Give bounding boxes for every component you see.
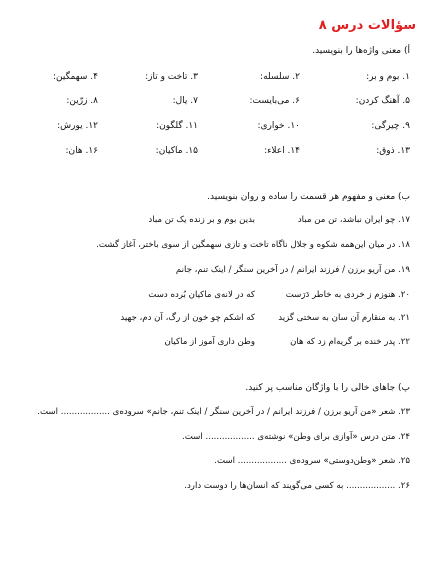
- question-18: ۱۸. در میان این‌همه شکوه و جلال ناگاه تاخت و تازی سهمگین از سوی باختر، آغاز گشت.: [96, 240, 410, 250]
- vocab-item: ۱۰. خواری:: [257, 121, 300, 131]
- section-p-heading: پ) جاهای خالی را با واژگان مناسب پر کنید.: [245, 383, 410, 393]
- question-25: ۲۵. شعر «وطن‌دوستی» سروده‌ی .................. است.: [214, 456, 410, 466]
- question-19: ۱۹. من آریو برزن / فرزند ایرانم / در آخرین سنگر / اینک تنم، جانم: [175, 265, 410, 275]
- question-23: ۲۳. شعر «من آریو برزن / فرزند ایرانم / در آخرین سنگر / اینک تنم، جانم» سروده‌ی .................. است.: [37, 407, 410, 417]
- question-20: [100, 290, 410, 304]
- verse-second-hemistich: بدین بوم و بر زنده یک تن مباد: [148, 215, 255, 225]
- vocab-item: ۱۴. اعلاء:: [264, 146, 300, 156]
- vocab-item: ۱۵. ماکیان:: [155, 146, 198, 156]
- verse-first-hemistich: ۲۰. هنوزم ز خردی به خاطر دَرَست: [285, 290, 410, 300]
- vocab-item: ۱۶. هان:: [65, 146, 98, 156]
- vocab-row-4: [40, 146, 410, 160]
- vocab-row-1: [40, 72, 410, 86]
- question-26: ۲۶. .................. به کسی می‌گویند که انسان‌ها را دوست دارد.: [184, 481, 410, 491]
- vocab-item: ۹. چیرگی:: [371, 121, 410, 131]
- question-24: ۲۴. متن درس «آوازی برای وطن» نوشته‌ی .................. است.: [181, 432, 410, 442]
- vocab-item: ۴. سهمگین:: [52, 72, 98, 82]
- vocab-item: ۲. سلسله:: [260, 72, 300, 82]
- page-title: سؤالات درس ۸: [318, 18, 416, 33]
- question-17: [100, 215, 410, 229]
- section-b-heading: ب) معنی و مفهوم هر قسمت را ساده و روان بنویسید.: [207, 192, 410, 202]
- vocab-item: ۱۲. یورش:: [57, 121, 98, 131]
- vocab-item: ۱۱. گلگون:: [156, 121, 198, 131]
- vocab-item: ۳. تاخت و تاز:: [145, 72, 198, 82]
- verse-second-hemistich: وطن داری آموز از ماکیان: [164, 337, 255, 347]
- verse-second-hemistich: که در لانه‌ی ماکیان بُرده دست: [148, 290, 255, 300]
- vocab-item: ۸. زرّین:: [66, 96, 98, 106]
- verse-first-hemistich: ۱۷. چو ایران نباشد، تن من مباد: [297, 215, 410, 225]
- question-22: [100, 337, 410, 351]
- section-a-heading: أ) معنی واژه‌ها را بنویسید.: [312, 46, 410, 56]
- vocab-item: ۷. یال:: [172, 96, 198, 106]
- vocab-row-2: [40, 96, 410, 110]
- question-21: [100, 313, 410, 327]
- vocab-item: ۶. می‌بایست:: [249, 96, 300, 106]
- verse-second-hemistich: که اشکم چو خون از رگ، آن دم، جهید: [120, 313, 255, 323]
- vocab-item: ۱. بوم و بر:: [366, 72, 410, 82]
- vocab-row-3: [40, 121, 410, 135]
- verse-first-hemistich: ۲۲. پدر خنده بر گریه‌ام زد که هان: [290, 337, 410, 347]
- vocab-item: ۵. آهنگ کردن:: [355, 96, 410, 106]
- verse-first-hemistich: ۲۱. به منقارم آن سان به سختی گزید: [278, 313, 410, 323]
- vocab-item: ۱۳. ذوق:: [376, 146, 410, 156]
